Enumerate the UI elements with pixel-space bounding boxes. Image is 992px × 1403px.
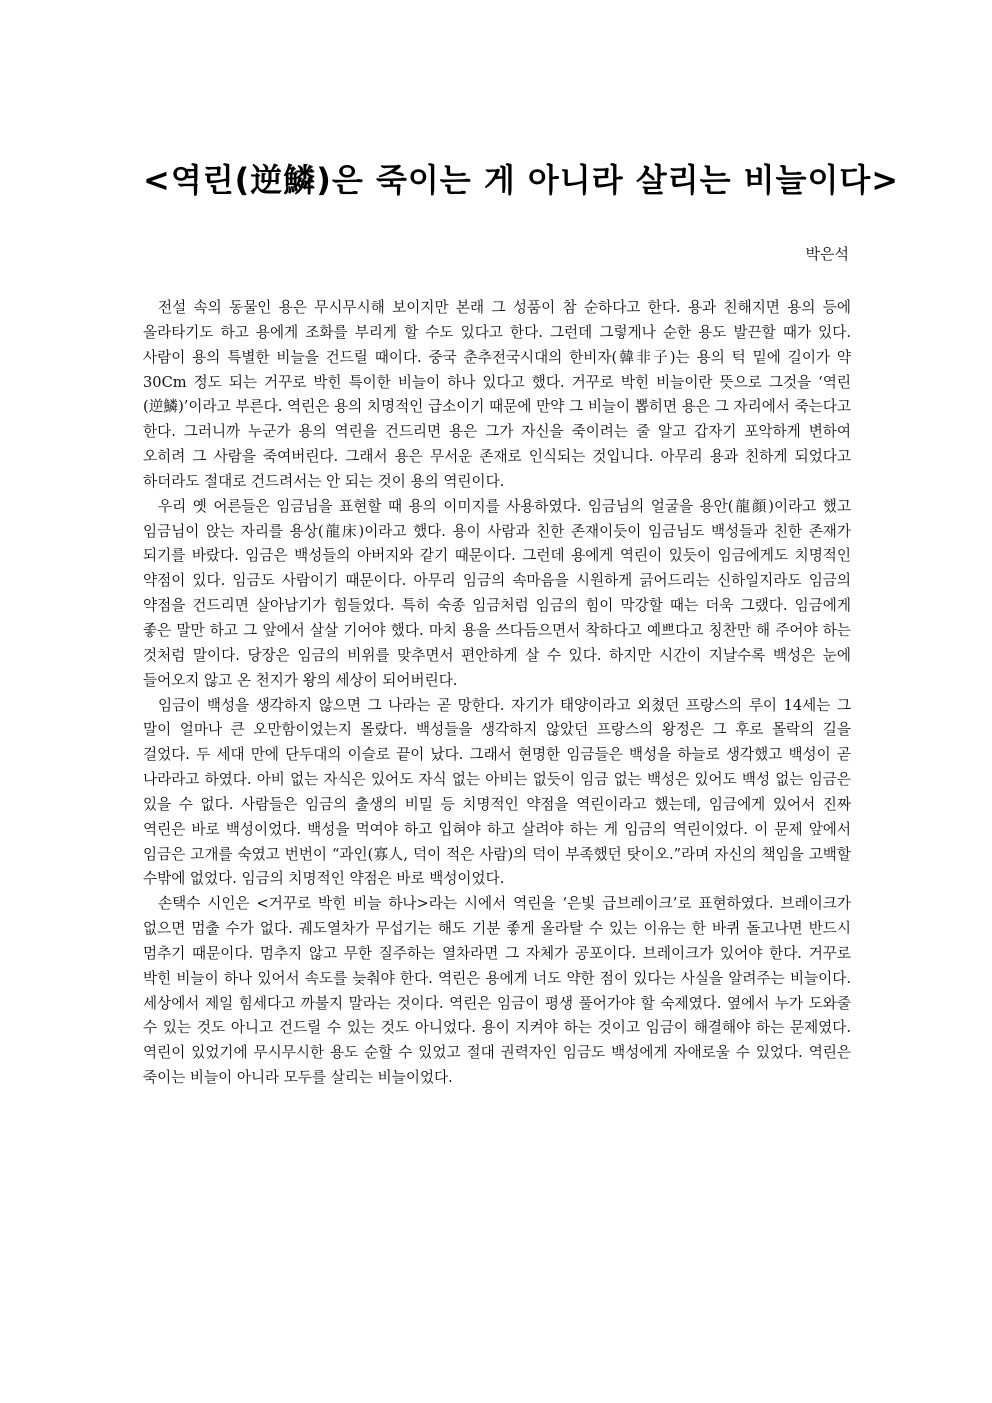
paragraph-1: 전설 속의 동물인 용은 무시무시해 보이지만 본래 그 성품이 참 순하다고 한다. 용과 친해지면 용의 등에 올라타기도 하고 용에게 조화를 부리게 할 수도 있다고 한다. 그런데 그렇게나 순한 용도 발끈할 때가 있다. 사람이 용의 특별한 비늘을 건드릴 때이다. 중국 춘추전국시대의 한비자(韓非子)는 용의 턱 밑에 길이가 약 30Cm 정도 되는 거꾸로 박힌 특이한 비늘이 하나 있다고 했다. 거꾸로 박힌 비늘이란 뜻으로 그것을 ‘역린(逆鱗)’이라고 부른다. 역린은 용의 치명적인 급소이기 때문에 만약 그 비늘이 뽑히면 용은 그 자리에서 죽는다고 한다. 그러니까 누군가 용의 역린을 건드리면 용은 그가 자신을 죽이려는 줄 알고 갑자기 포악하게 변하여 오히려 그 사람을 죽여버린다. 그래서 용은 무서운 존재로 인식되는 것입니다. 아무리 용과 친하게 되었다고 하더라도 절대로 건드려서는 안 되는 것이 용의 역린이다. (143, 299, 851, 490)
document-body (143, 296, 851, 1091)
paragraph-4: 손택수 시인은 <거꾸로 박힌 비늘 하나>라는 시에서 역린을 ‘은빛 급브레이크’로 표현하였다. 브레이크가 없으면 멈출 수가 없다. 궤도열차가 무섭기는 해도 기분 좋게 올라탈 수 있는 이유는 한 바퀴 돌고나면 반드시 멈추기 때문이다. 멈추지 않고 무한 질주하는 열차라면 그 자체가 공포이다. 브레이크가 있어야 한다. 거꾸로 박힌 비늘이 하나 있어서 속도를 늦춰야 한다. 역린은 용에게 너도 약한 점이 있다는 사실을 알려주는 비늘이다. 세상에서 제일 힘세다고 까불지 말라는 것이다. 역린은 임금이 평생 풀어가야 할 숙제였다. 옆에서 누가 도와줄 수 있는 것도 아니고 건드릴 수 있는 것도 아니었다. 용이 지켜야 하는 것이고 임금이 해결해야 하는 문제였다. 역린이 있었기에 무시무시한 용도 순할 수 있었고 절대 권력자인 임금도 백성에게 자애로울 수 있었다. 역린은 죽이는 비늘이 아니라 모두를 살리는 비늘이었다. (143, 895, 851, 1087)
author-name: 박은석 (805, 245, 849, 263)
document-page (143, 150, 900, 1091)
document-title: <역린(逆鱗)은 죽이는 게 아니라 살리는 비늘이다> (143, 161, 900, 199)
paragraph-3: 임금이 백성을 생각하지 않으면 그 나라는 곧 망한다. 자기가 태양이라고 외쳤던 프랑스의 루이 14세는 그 말이 얼마나 큰 오만함이었는지 몰랐다. 백성들을 생각하지 않았던 프랑스의 왕정은 그 후로 몰락의 길을 걸었다. 두 세대 만에 단두대의 이슬로 끝이 났다. 그래서 현명한 임금들은 백성을 하늘로 생각했고 백성이 곧 나라라고 하였다. 아비 없는 자식은 있어도 자식 없는 아비는 없듯이 임금 없는 백성은 있어도 백성 없는 임금은 있을 수 없다. 사람들은 임금의 출생의 비밀 등 치명적인 약점을 역린이라고 했는데, 임금에게 있어서 진짜 역린은 바로 백성이었다. 백성을 먹여야 하고 입혀야 하고 살려야 하는 게 임금의 역린이었다. 이 문제 앞에서 임금은 고개를 숙였고 번번이 “과인(寡人, 덕이 적은 사람)의 덕이 부족했던 탓이오.”라며 자신의 책임을 고백할 수밖에 없었다. 임금의 치명적인 약점은 바로 백성이었다. (143, 696, 851, 888)
paragraph-2: 우리 옛 어른들은 임금님을 표현할 때 용의 이미지를 사용하였다. 임금님의 얼굴을 용안(龍顔)이라고 했고 임금님이 앉는 자리를 용상(龍床)이라고 했다. 용이 사람과 친한 존재이듯이 임금님도 백성들과 친한 존재가 되기를 바랐다. 임금은 백성들의 아버지와 같기 때문이다. 그런데 용에게 역린이 있듯이 임금에게도 치명적인 약점이 있다. 임금도 사람이기 때문이다. 아무리 임금의 속마음을 시원하게 긁어드리는 신하일지라도 임금의 약점을 건드리면 살아남기가 힘들었다. 특히 숙종 임금처럼 임금의 힘이 막강할 때는 더욱 그랬다. 임금에게 좋은 말만 하고 그 앞에서 살살 기어야 했다. 마치 용을 쓰다듬으면서 착하다고 예쁘다고 칭찬만 해 주어야 하는 것처럼 말이다. 당장은 임금의 비위를 맞추면서 편안하게 살 수 있다. 하지만 시간이 지날수록 백성은 눈에 들어오지 않고 온 천지가 왕의 세상이 되어버린다. (143, 497, 851, 689)
